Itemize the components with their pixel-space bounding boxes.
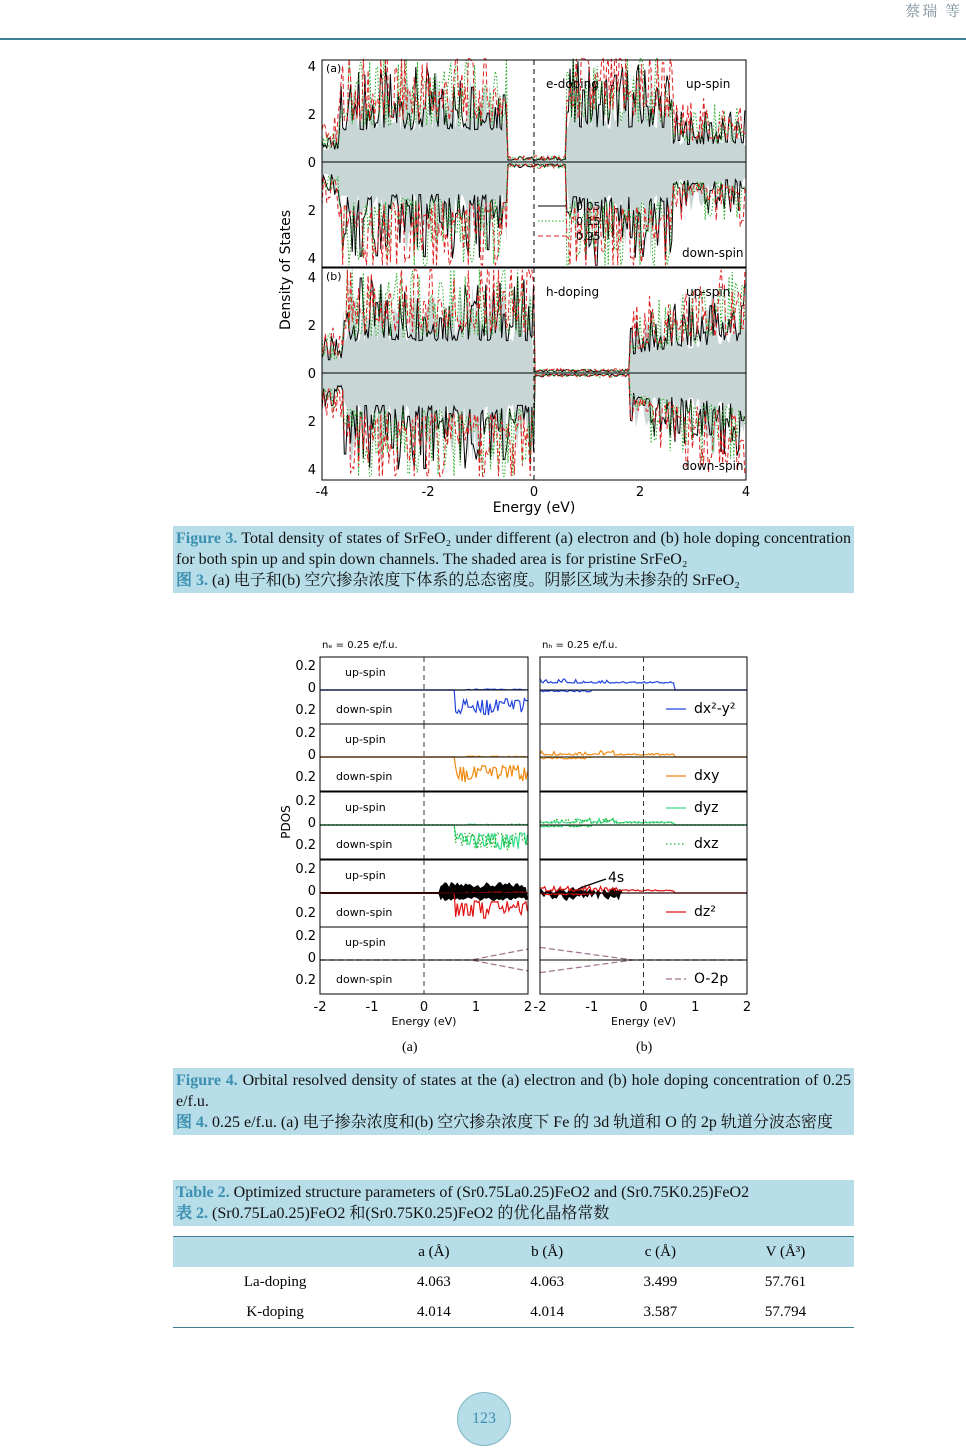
x-tick-label: 1 [471,1000,481,1015]
y-tick-label: 4 [307,252,316,267]
y-tick-label: 0.2 [295,862,316,877]
y-tick-label: 4 [307,463,316,478]
y-tick-label: 0 [307,884,316,899]
y-tick-label: 0.2 [295,838,316,853]
down-spin-label: down-spin [682,246,744,260]
legend-label: 0.05 [576,200,601,213]
up-spin-label: up-spin [345,936,386,949]
legend-label: 0.15 [576,215,601,228]
down-spin-label: down-spin [336,906,393,919]
x-tick-label: 4 [741,485,751,500]
table-cell: 4.063 [530,1273,564,1290]
y-tick-label: 2 [307,415,316,430]
doping-concentration-label: nₑ = 0.25 e/f.u. [322,640,398,651]
x-tick-label: -2 [421,485,435,500]
caption-label: Figure 3. [176,530,238,547]
down-spin-label: down-spin [336,770,393,783]
table-cell: 4.014 [416,1303,451,1320]
legend-label-dz²: dz² [694,904,716,920]
panel-tag: (b) [326,270,342,283]
x-tick-label: -4 [315,485,329,500]
down-spin-label: down-spin [336,703,393,716]
x-tick-label: 2 [523,1000,533,1015]
y-tick-label: 4 [307,60,316,75]
table-row [173,1297,854,1328]
caption-cn-label: 图 4. [176,1114,209,1131]
column-header [173,1237,377,1268]
x-tick-label: -2 [533,1000,547,1015]
up-spin-label: up-spin [345,733,386,746]
table-cell: 4.014 [530,1303,564,1320]
x-tick-label: -1 [365,1000,379,1015]
table-cell: 3.499 [643,1273,678,1290]
caption-label: Figure 4. [176,1072,238,1089]
legend-label-dxy: dxy [694,768,720,784]
y-tick-label: 2 [307,108,316,123]
caption-text: Orbital resolved density of states at the (a) electron and (b) hole doping concentration of 0.25 e/f.u. [176,1072,852,1110]
caption-text: Total density of states of SrFeO₂ under different (a) electron and (b) hole doping concentration for both spin up and spin down channels. The shaded area is for pristine SrFeO₂ [176,530,851,568]
down-spin-label: down-spin [682,459,744,473]
column-header: c (Å) [644,1243,676,1260]
y-tick-label: 0 [307,367,316,382]
x-tick-label: -2 [313,1000,327,1015]
table-2 [173,1236,854,1328]
table-header-row [173,1237,854,1268]
table-row [173,1267,854,1297]
y-tick-label: 0.2 [295,703,316,718]
table-cell: 57.794 [764,1303,807,1320]
legend-label: 0.25 [576,230,601,243]
figure-4-chart [270,632,770,1032]
up-spin-label: up-spin [686,285,731,299]
table-cell: 4.063 [416,1273,451,1290]
table-cell: 3.587 [643,1303,678,1320]
subfigure-a-label: (a) [402,1040,418,1055]
x-tick-label: 2 [635,485,645,500]
y-tick-label: 0.2 [295,794,316,809]
caption-cn-text: (Sr0.75La0.25)FeO2 和(Sr0.75K0.25)FeO2 的优化晶格常数 [212,1205,610,1222]
down-spin-label: down-spin [336,838,393,851]
down-spin-label: down-spin [336,973,393,986]
panel-title: e-doping [546,77,599,91]
y-axis-label: PDOS [279,805,293,839]
up-spin-label: up-spin [345,666,386,679]
up-spin-label: up-spin [345,801,386,814]
column-header: a (Å) [418,1243,450,1260]
annotation-4s: 4s [608,870,625,886]
x-tick-label: -1 [585,1000,599,1015]
legend-label-dxz: dxz [694,836,719,852]
doping-concentration-label: nₕ = 0.25 e/f.u. [542,640,618,651]
legend-label-dyz: dyz [694,800,719,816]
x-axis-label: Energy (eV) [391,1015,457,1028]
y-tick-label: 0.2 [295,770,316,785]
up-spin-label: up-spin [686,77,731,91]
panel-title: h-doping [546,285,600,299]
table-2-caption [173,1180,854,1226]
caption-cn-text: (a) 电子和(b) 空穴掺杂浓度下体系的总态密度。阴影区域为未掺杂的 SrFeO₂ [212,572,740,589]
x-axis-label: Energy (eV) [492,500,576,516]
figure-4-caption [173,1068,854,1135]
y-tick-label: 0.2 [295,906,316,921]
caption-cn-label: 图 3. [176,572,209,589]
y-tick-label: 0.2 [295,929,316,944]
y-tick-label: 0.2 [295,659,316,674]
x-tick-label: 0 [639,1000,648,1015]
figure-3-chart [270,50,770,520]
header-divider [0,38,966,40]
caption-cn-text: 0.25 e/f.u. (a) 电子掺杂浓度和(b) 空穴掺杂浓度下 Fe 的 3d 轨道和 O 的 2p 轨道分波态密度 [212,1114,833,1131]
subfigure-b-label: (b) [636,1040,653,1055]
annotation-arrow [580,879,606,888]
y-tick-label: 0 [307,748,316,763]
y-tick-label: 0 [307,951,316,966]
y-tick-label: 0.2 [295,726,316,741]
up-spin-label: up-spin [345,869,386,882]
column-header: b (Å) [531,1243,564,1260]
y-tick-label: 0 [307,156,316,171]
caption-cn-label: 表 2. [176,1205,209,1222]
y-tick-label: 0 [307,681,316,696]
x-tick-label: 2 [742,1000,752,1015]
legend-label-O-2p: O-2p [694,971,729,987]
table-cell: K-doping [246,1303,304,1320]
y-tick-label: 0.2 [295,973,316,988]
table-cell: La-doping [243,1273,307,1290]
panel-tag: (a) [326,62,342,75]
caption-text: Optimized structure parameters of (Sr0.75La0.25)FeO2 and (Sr0.75K0.25)FeO2 [233,1184,750,1201]
y-tick-label: 0 [307,816,316,831]
running-header: 蔡瑞 等 [905,4,962,20]
page-number: 123 [457,1392,511,1446]
column-header: V (Å³) [765,1243,806,1260]
y-tick-label: 2 [307,319,316,334]
x-tick-label: 1 [691,1000,700,1015]
table-cell: 57.761 [764,1273,807,1290]
x-tick-label: 0 [419,1000,429,1015]
x-tick-label: 0 [529,485,539,500]
figure-3-caption [173,526,854,593]
x-axis-label: Energy (eV) [611,1015,676,1028]
legend-label-dx²-y²: dx²-y² [694,701,736,717]
y-tick-label: 4 [307,271,316,286]
y-tick-label: 2 [307,204,316,219]
caption-label: Table 2. [176,1184,230,1201]
y-axis-label: Density of States [278,210,294,330]
